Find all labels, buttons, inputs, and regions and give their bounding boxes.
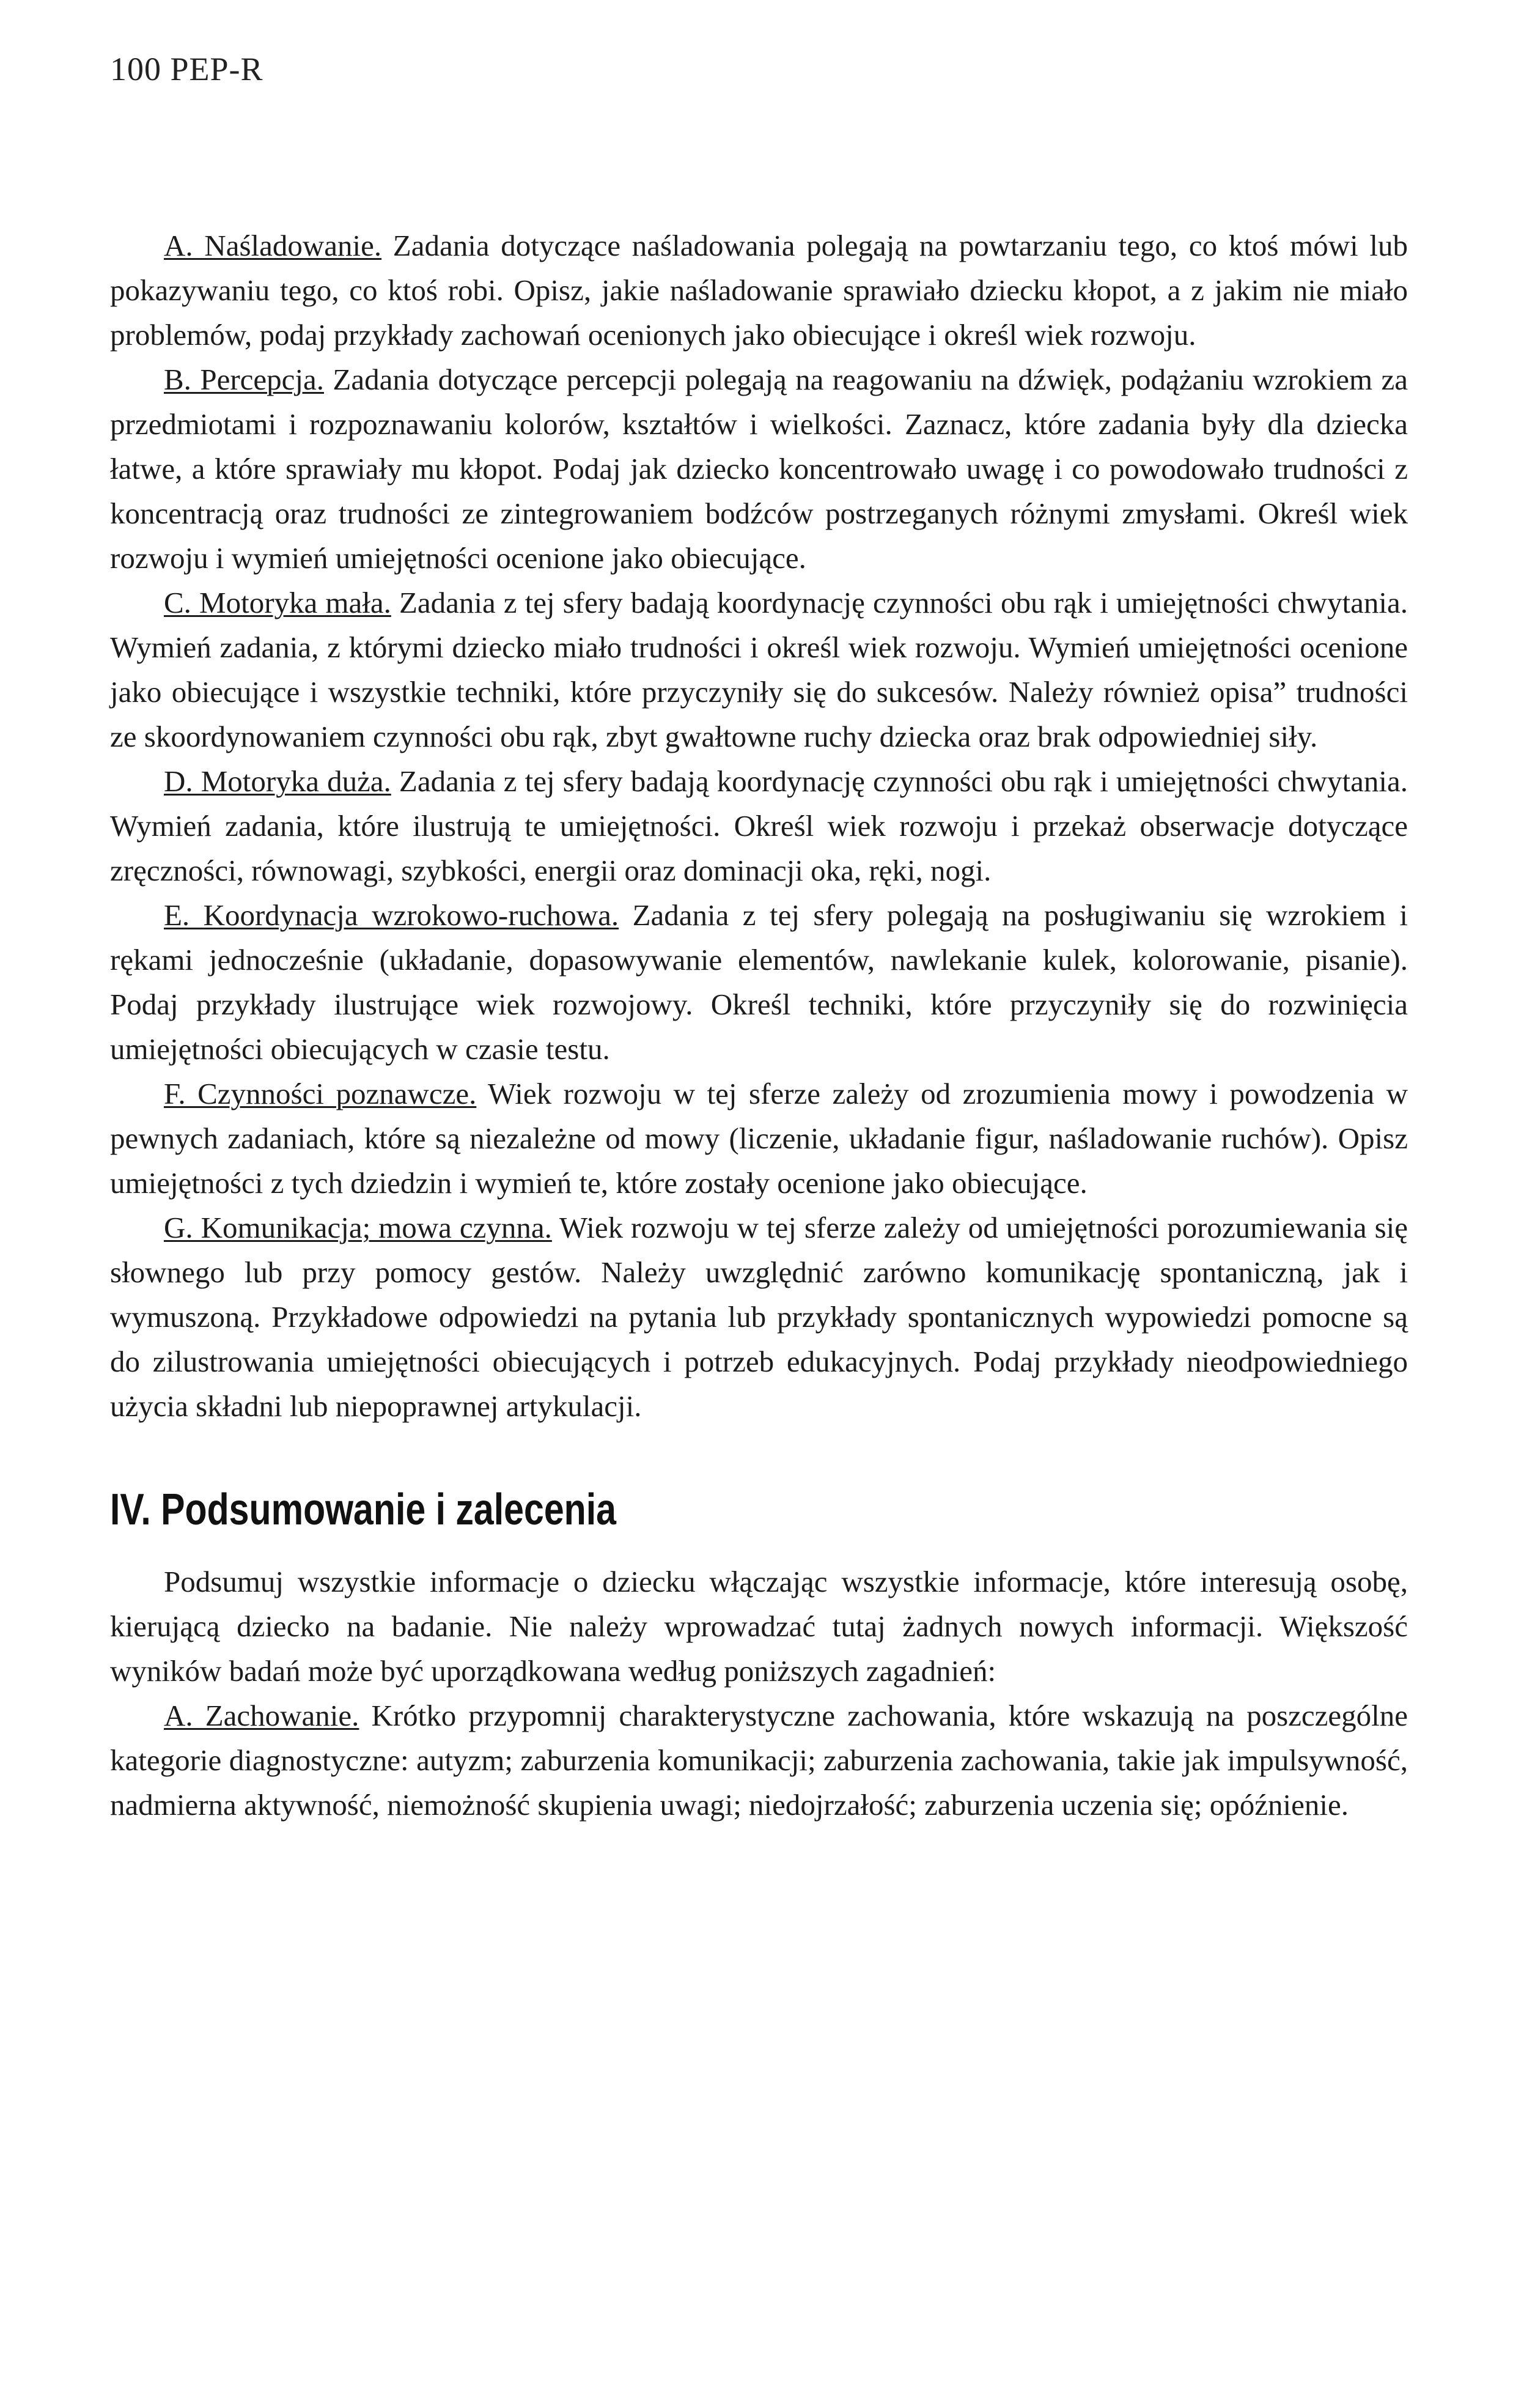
item-perception (110, 357, 1408, 580)
page-content (110, 223, 1408, 1827)
running-title: PEP-R (170, 51, 263, 87)
item-label: A. Zachowanie. (164, 1699, 359, 1732)
item-fine-motor (110, 580, 1408, 759)
item-text: Zadania z tej sfery badają koordynację czynności obu rąk i umiejętności chwytania. Wymień zadania, które ilustrują te umiejętności. Określ wiek rozwoju i przekaż obserwacje dotyczące zręczności, równowagi, szybkości, energii oraz dominacji oka, ręki, nogi. (110, 764, 1408, 887)
item-gross-motor (110, 759, 1408, 893)
item-text: Wiek rozwoju w tej sferze zależy od zrozumienia mowy i powodzenia w pewnych zadaniach, które są niezależne od mowy (liczenie, układanie figur, naśladowanie ruchów). Opisz umiejętności z tych dziedzin i wymień te, które zostały ocenione jako obiecujące. (110, 1077, 1408, 1200)
item-text: Wiek rozwoju w tej sferze zależy od umiejętności porozumiewania się słownego lub przy pomocy gestów. Należy uwzględnić zarówno komunikację spontaniczną, jak i wymuszoną. Przykładowe odpowiedzi na pytania lub przykłady spontanicznych wypowiedzi pomocne są do zilustrowania umiejętności obiecujących i potrzeb edukacyjnych. Podaj przykłady nieodpowiedniego użycia składni lub niepoprawnej artykulacji. (110, 1211, 1408, 1423)
item-label: G. Komunikacja; mowa czynna. (164, 1211, 552, 1244)
item-text: Krótko przypomnij charakterystyczne zachowania, które wskazują na poszczególne kategorie diagnostyczne: autyzm; zaburzenia komunikacji; zaburzenia zachowania, takie jak impulsywność, nadmierna aktywność, niemożność skupienia uwagi; niedojrzałość; zaburzenia uczenia się; opóźnienie. (110, 1699, 1408, 1822)
item-label: C. Motoryka mała. (164, 586, 391, 619)
section-heading: IV. Podsumowanie i zalecenia (110, 1485, 616, 1534)
item-eye-hand-coordination (110, 893, 1408, 1071)
item-label: D. Motoryka duża. (164, 764, 391, 798)
item-text: Zadania z tej sfery polegają na posługiwaniu się wzrokiem i rękami jednocześnie (układanie, dopasowywanie elementów, nawlekanie kulek, kolorowanie, pisanie). Podaj przykłady ilustrujące wiek rozwojowy. Określ techniki, które przyczyniły się do rozwinięcia umiejętności obiecujących w czasie testu. (110, 898, 1408, 1066)
item-label: B. Percepcja. (164, 363, 324, 396)
item-behavior (110, 1693, 1408, 1827)
item-cognitive (110, 1071, 1408, 1205)
item-imitation (110, 223, 1408, 357)
item-text: Zadania z tej sfery badają koordynację czynności obu rąk i umiejętności chwytania. Wymień zadania, z którymi dziecko miało trudności i określ wiek rozwoju. Wymień umiejętności ocenione jako obiecujące i wszystkie techniki, które przyczyniły się do sukcesów. Należy również opisa” trudności ze skoordynowaniem czynności obu rąk, zbyt gwałtowne ruchy dziecka oraz brak odpowiedniej siły. (110, 586, 1408, 753)
item-label: F. Czynności poznawcze. (164, 1077, 477, 1110)
item-communication (110, 1205, 1408, 1428)
item-text: Zadania dotyczące naśladowania polegają na powtarzaniu tego, co ktoś mówi lub pokazywaniu tego, co ktoś robi. Opisz, jakie naśladowanie sprawiało dziecku kłopot, a z jakim nie miało problemów, podaj przykłady zachowań ocenionych jako obiecujące i określ wiek rozwoju. (110, 229, 1408, 352)
page-number: 100 (110, 51, 161, 87)
item-label: E. Koordynacja wzrokowo-ruchowa. (164, 898, 619, 932)
section-intro: Podsumuj wszystkie informacje o dziecku włączając wszystkie informacje, które interesują osobę, kierującą dziecko na badanie. Nie należy wprowadzać tutaj żadnych nowych informacji. Większość wyników badań może być uporządkowana według poniższych zagadnień: (110, 1565, 1408, 1688)
page-header (110, 50, 263, 88)
item-label: A. Naśladowanie. (164, 229, 382, 262)
item-text: Zadania dotyczące percepcji polegają na reagowaniu na dźwięk, podążaniu wzrokiem za przedmiotami i rozpoznawaniu kolorów, kształtów i wielkości. Zaznacz, które zadania były dla dziecka łatwe, a które sprawiały mu kłopot. Podaj jak dziecko koncentrowało uwagę i co powodowało trudności z koncentracją oraz trudności ze zintegrowaniem bodźców postrzeganych różnymi zmysłami. Określ wiek rozwoju i wymień umiejętności ocenione jako obiecujące. (110, 363, 1408, 575)
